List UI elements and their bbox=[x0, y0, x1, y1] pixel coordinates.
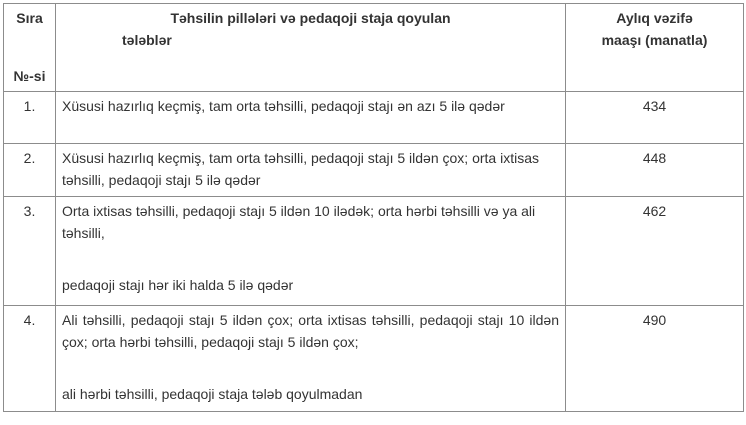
row-requirements-text-secondary: ali hərbi təhsilli, pedaqoji staja tələb qoyulmadan bbox=[62, 386, 363, 402]
row-requirements-text: Xüsusi hazırlıq keçmiş, tam orta təhsilli, pedaqoji stajı 5 ildən çox; orta ixtisas təhsilli, pedaqoji stajı 5 ilə qədər bbox=[62, 150, 539, 188]
row-requirements-text: Ali təhsilli, pedaqoji stajı 5 ildən çox; orta ixtisas təhsilli, pedaqoji stajı 10 ildən çox; orta hərbi təhsilli, pedaqoji stajı 5 ildən çox; bbox=[62, 312, 559, 350]
table-row bbox=[4, 92, 744, 144]
row-requirements-text-secondary: pedaqoji stajı hər iki halda 5 ilə qədər bbox=[62, 277, 294, 293]
header-row bbox=[4, 4, 744, 92]
row-requirements bbox=[56, 306, 566, 412]
row-salary: 434 bbox=[566, 92, 744, 144]
row-salary: 462 bbox=[566, 197, 744, 306]
row-number: 1. bbox=[4, 92, 56, 144]
header-salary bbox=[566, 4, 744, 92]
row-requirements bbox=[56, 144, 566, 197]
header-number-bottom: №-si bbox=[13, 68, 46, 84]
row-salary: 448 bbox=[566, 144, 744, 197]
row-salary: 490 bbox=[566, 306, 744, 412]
header-number bbox=[4, 4, 56, 92]
salary-table bbox=[3, 3, 744, 412]
table-row bbox=[4, 197, 744, 306]
row-number: 2. bbox=[4, 144, 56, 197]
header-requirements-line2: tələblər bbox=[122, 32, 172, 48]
header-requirements bbox=[56, 4, 566, 92]
row-requirements bbox=[56, 197, 566, 306]
header-requirements-line1: Təhsilin pillələri və pedaqoji staja qoyulan bbox=[170, 10, 451, 26]
table-row bbox=[4, 144, 744, 197]
row-requirements-text: Orta ixtisas təhsilli, pedaqoji stajı 5 ildən 10 ilədək; orta hərbi təhsilli və ya ali təhsilli, bbox=[62, 203, 536, 241]
row-requirements bbox=[56, 92, 566, 144]
header-salary-label: Aylıq vəzifə maaşı (manatla) bbox=[601, 10, 708, 48]
table-row bbox=[4, 306, 744, 412]
header-number-top: Sıra bbox=[16, 10, 43, 26]
row-number: 4. bbox=[4, 306, 56, 412]
row-requirements-text: Xüsusi hazırlıq keçmiş, tam orta təhsilli, pedaqoji stajı ən azı 5 ilə qədər bbox=[62, 98, 505, 114]
row-number: 3. bbox=[4, 197, 56, 306]
